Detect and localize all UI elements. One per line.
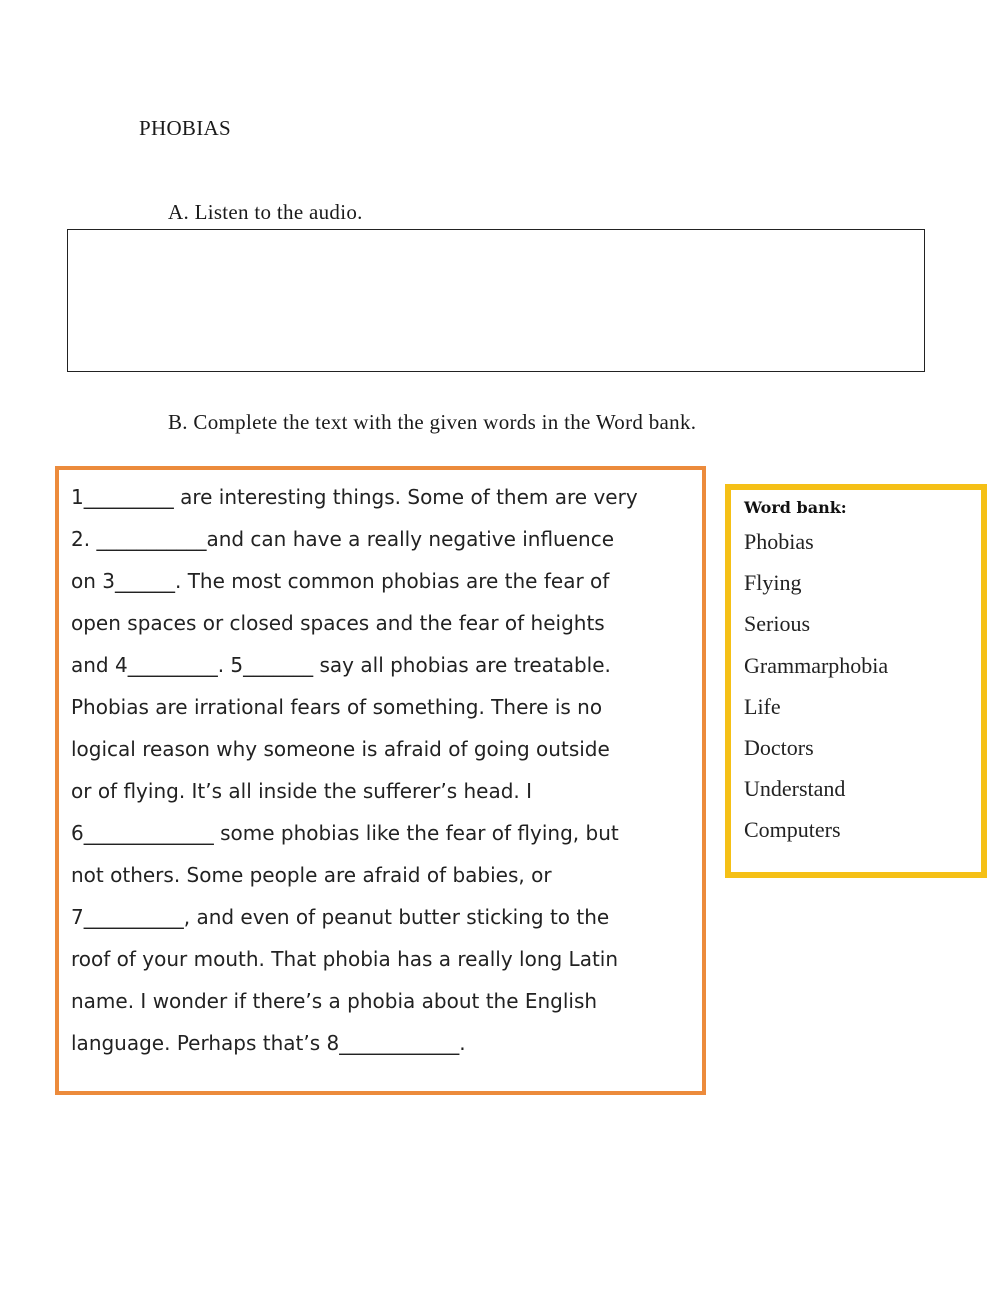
word-bank-item: Grammarphobia bbox=[744, 652, 889, 678]
word-bank-item: Understand bbox=[744, 776, 846, 802]
audio-player-box[interactable] bbox=[67, 229, 925, 372]
instruction-listen: A. Listen to the audio. bbox=[168, 200, 363, 224]
passage-line: or of flying. It’s all inside the sufferer’s head. I bbox=[71, 779, 533, 803]
word-bank-item: Flying bbox=[744, 570, 802, 596]
passage-box bbox=[55, 466, 706, 1095]
word-bank-item: Computers bbox=[744, 817, 841, 843]
word-bank-title: Word bank: bbox=[744, 498, 847, 517]
passage-line: name. I wonder if there’s a phobia about the English bbox=[71, 989, 598, 1013]
passage-line: 7__________, and even of peanut butter sticking to the bbox=[71, 905, 610, 929]
passage-line: open spaces or closed spaces and the fear of heights bbox=[71, 611, 605, 635]
passage-line: on 3______. The most common phobias are the fear of bbox=[71, 569, 610, 593]
passage-line: and 4_________. 5_______ say all phobias are treatable. bbox=[71, 653, 611, 677]
passage-line: Phobias are irrational fears of something. There is no bbox=[71, 695, 603, 719]
instruction-complete-text: B. Complete the text with the given words in the Word bank. bbox=[168, 410, 697, 434]
page-title: PHOBIAS bbox=[139, 116, 231, 140]
word-bank-item: Phobias bbox=[744, 529, 814, 554]
word-bank-item: Doctors bbox=[744, 735, 814, 761]
passage-line: logical reason why someone is afraid of going outside bbox=[71, 737, 610, 761]
passage-line: 2. ___________and can have a really negative influence bbox=[71, 527, 615, 551]
word-bank-box bbox=[725, 484, 987, 878]
passage-line: 6_____________ some phobias like the fear of flying, but bbox=[71, 821, 619, 845]
passage-line: not others. Some people are afraid of babies, or bbox=[71, 863, 552, 887]
word-bank-list bbox=[744, 521, 981, 851]
word-bank-item: Serious bbox=[744, 611, 810, 637]
word-bank-item: Life bbox=[744, 693, 781, 719]
passage-line: 1_________ are interesting things. Some of them are very bbox=[71, 485, 638, 509]
passage-line: language. Perhaps that’s 8____________. bbox=[71, 1031, 466, 1055]
passage-text bbox=[71, 476, 690, 1064]
passage-line: roof of your mouth. That phobia has a really long Latin bbox=[71, 947, 619, 971]
